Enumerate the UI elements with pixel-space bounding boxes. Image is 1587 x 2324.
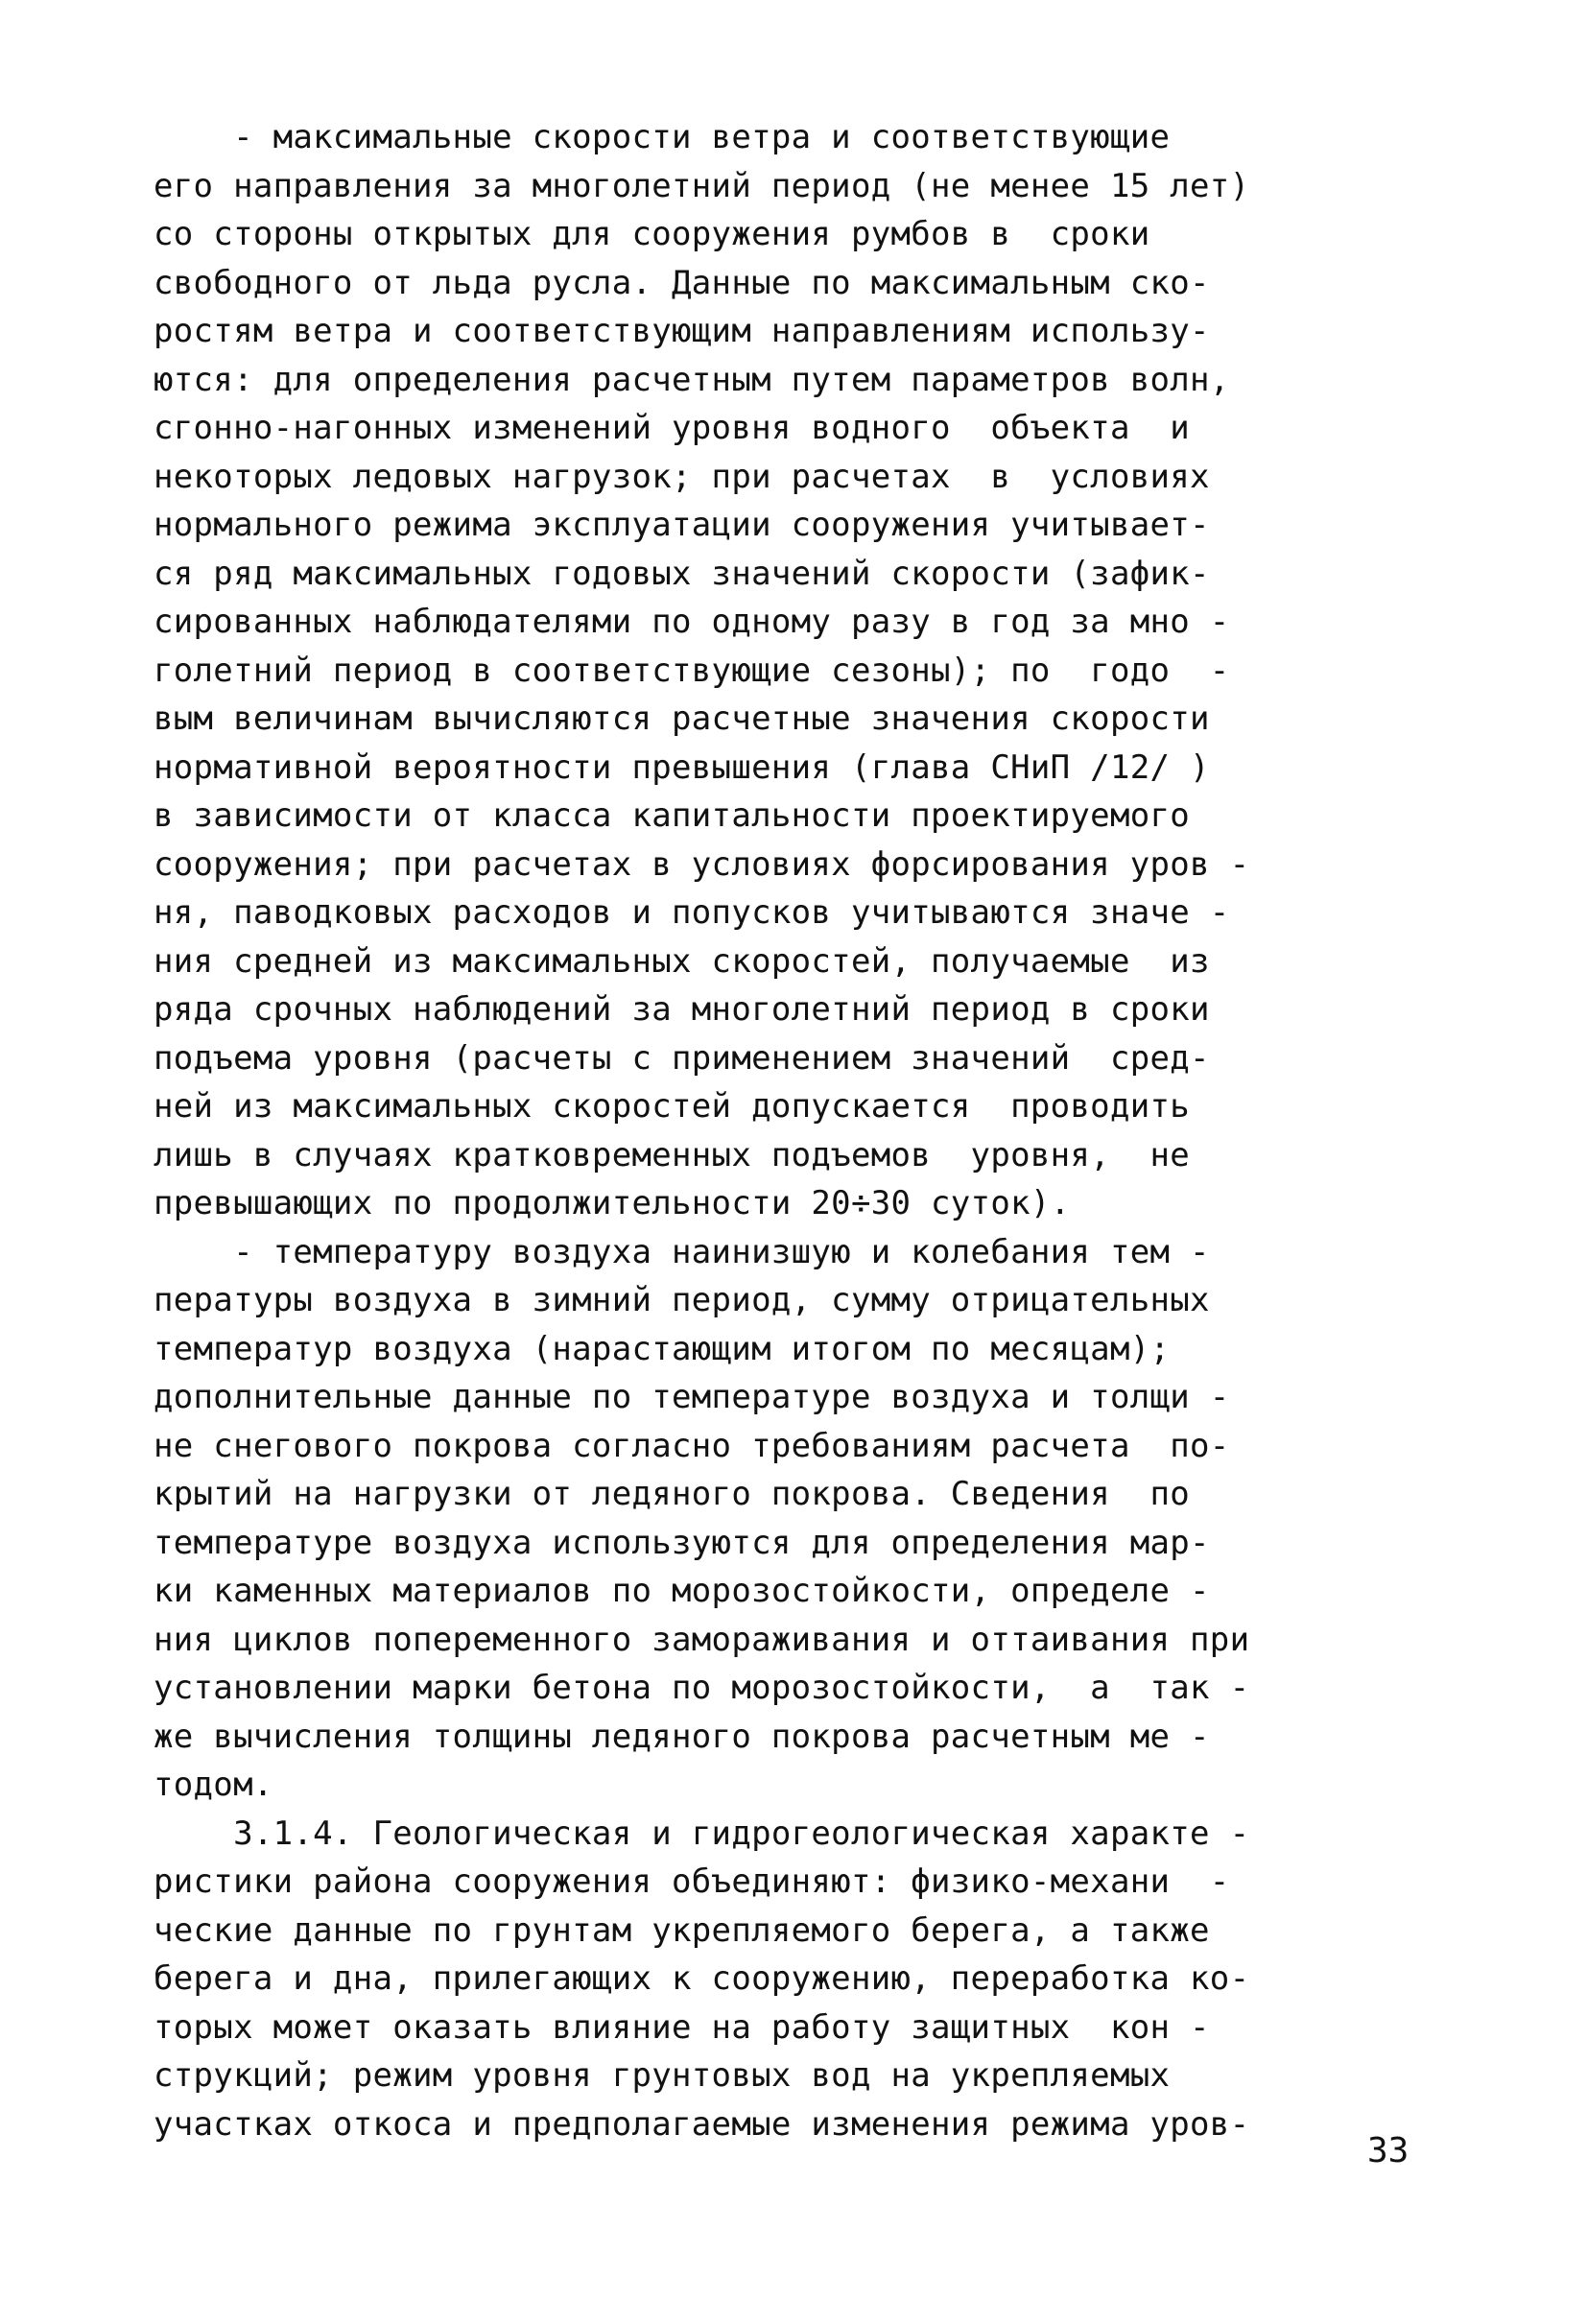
- text-line: ней из максимальных скоростей допускается проводить: [154, 1087, 1191, 1126]
- text-line: не снегового покрова согласно требованиям расчета по-: [154, 1426, 1230, 1465]
- text-line: тодом.: [154, 1766, 273, 1804]
- text-line: ния циклов попеременного замораживания и оттаивания при: [154, 1620, 1250, 1659]
- text-line: 3.1.4. Геологическая и гидрогеологическая характе -: [154, 1814, 1250, 1853]
- text-line: лишь в случаях кратковременных подъемов уровня, не: [154, 1135, 1191, 1174]
- text-line: ческие данные по грунтам укрепляемого берега, а также: [154, 1910, 1210, 1950]
- text-line: струкций; режим уровня грунтовых вод на укрепляемых: [154, 2056, 1171, 2095]
- text-line: сированных наблюдателями по одному разу в год за мно -: [154, 603, 1230, 641]
- text-line: берега и дна, прилегающих к сооружению, переработка ко-: [154, 1959, 1250, 1998]
- text-line: ния средней из максимальных скоростей, получаемые из: [154, 941, 1210, 981]
- text-line: его направления за многолетний период (не менее 15 лет): [154, 166, 1250, 205]
- text-line: дополнительные данные по температуре воздуха и толщи -: [154, 1378, 1230, 1416]
- text-line: ются: для определения расчетным путем параметров волн,: [154, 360, 1230, 399]
- text-line: пературы воздуха в зимний период, сумму отрицательных: [154, 1281, 1210, 1319]
- text-line: температуре воздуха используются для определения мар-: [154, 1523, 1210, 1562]
- text-line: превышающих по продолжительности 20÷30 суток).: [154, 1184, 1071, 1222]
- text-line: же вычисления толщины ледяного покрова расчетным ме -: [154, 1717, 1210, 1756]
- text-line: ся ряд максимальных годовых значений скорости (зафик-: [154, 554, 1210, 593]
- text-line: ристики района сооружения объединяют: физико-механи -: [154, 1862, 1230, 1901]
- text-line: нормативной вероятности превышения (глава СНиП /12/ ): [154, 747, 1210, 787]
- text-line: ня, паводковых расходов и попусков учитываются значе -: [154, 893, 1230, 932]
- text-line: - максимальные скорости ветра и соответствующие: [154, 118, 1171, 156]
- text-line: ряда срочных наблюдений за многолетний период в сроки: [154, 990, 1210, 1029]
- page-text: [154, 113, 1439, 2148]
- text-line: - температуру воздуха наинизшую и колебания тем -: [154, 1232, 1210, 1271]
- text-line: ки каменных материалов по морозостойкости, определе -: [154, 1572, 1210, 1610]
- text-line: некоторых ледовых нагрузок; при расчетах в условиях: [154, 457, 1210, 496]
- page-number: 33: [1367, 2131, 1409, 2170]
- text-line: свободного от льда русла. Данные по максимальным ско-: [154, 263, 1210, 302]
- text-line: сооружения; при расчетах в условиях форсирования уров -: [154, 844, 1250, 884]
- text-line: установлении марки бетона по морозостойкости, а так -: [154, 1669, 1250, 1707]
- text-line: торых может оказать влияние на работу защитных кон -: [154, 2007, 1210, 2047]
- text-line: температур воздуха (нарастающим итогом по месяцам);: [154, 1329, 1171, 1368]
- text-line: участках откоса и предполагаемые изменения режима уров-: [154, 2104, 1250, 2144]
- text-line: подъема уровня (расчеты с применением значений сред-: [154, 1038, 1210, 1078]
- text-line: в зависимости от класса капитальности проектируемого: [154, 796, 1191, 835]
- text-line: со стороны открытых для сооружения румбов в сроки: [154, 215, 1150, 253]
- text-line: сгонно-нагонных изменений уровня водного объекта и: [154, 409, 1191, 447]
- text-line: голетний период в соответствующие сезоны); по годо -: [154, 651, 1230, 690]
- text-line: вым величинам вычисляются расчетные значения скорости: [154, 700, 1210, 738]
- text-line: нормального режима эксплуатации сооружения учитывает-: [154, 506, 1210, 544]
- text-line: крытий на нагрузки от ледяного покрова. Сведения по: [154, 1475, 1191, 1513]
- text-line: ростям ветра и соответствующим направлениям использу-: [154, 312, 1210, 350]
